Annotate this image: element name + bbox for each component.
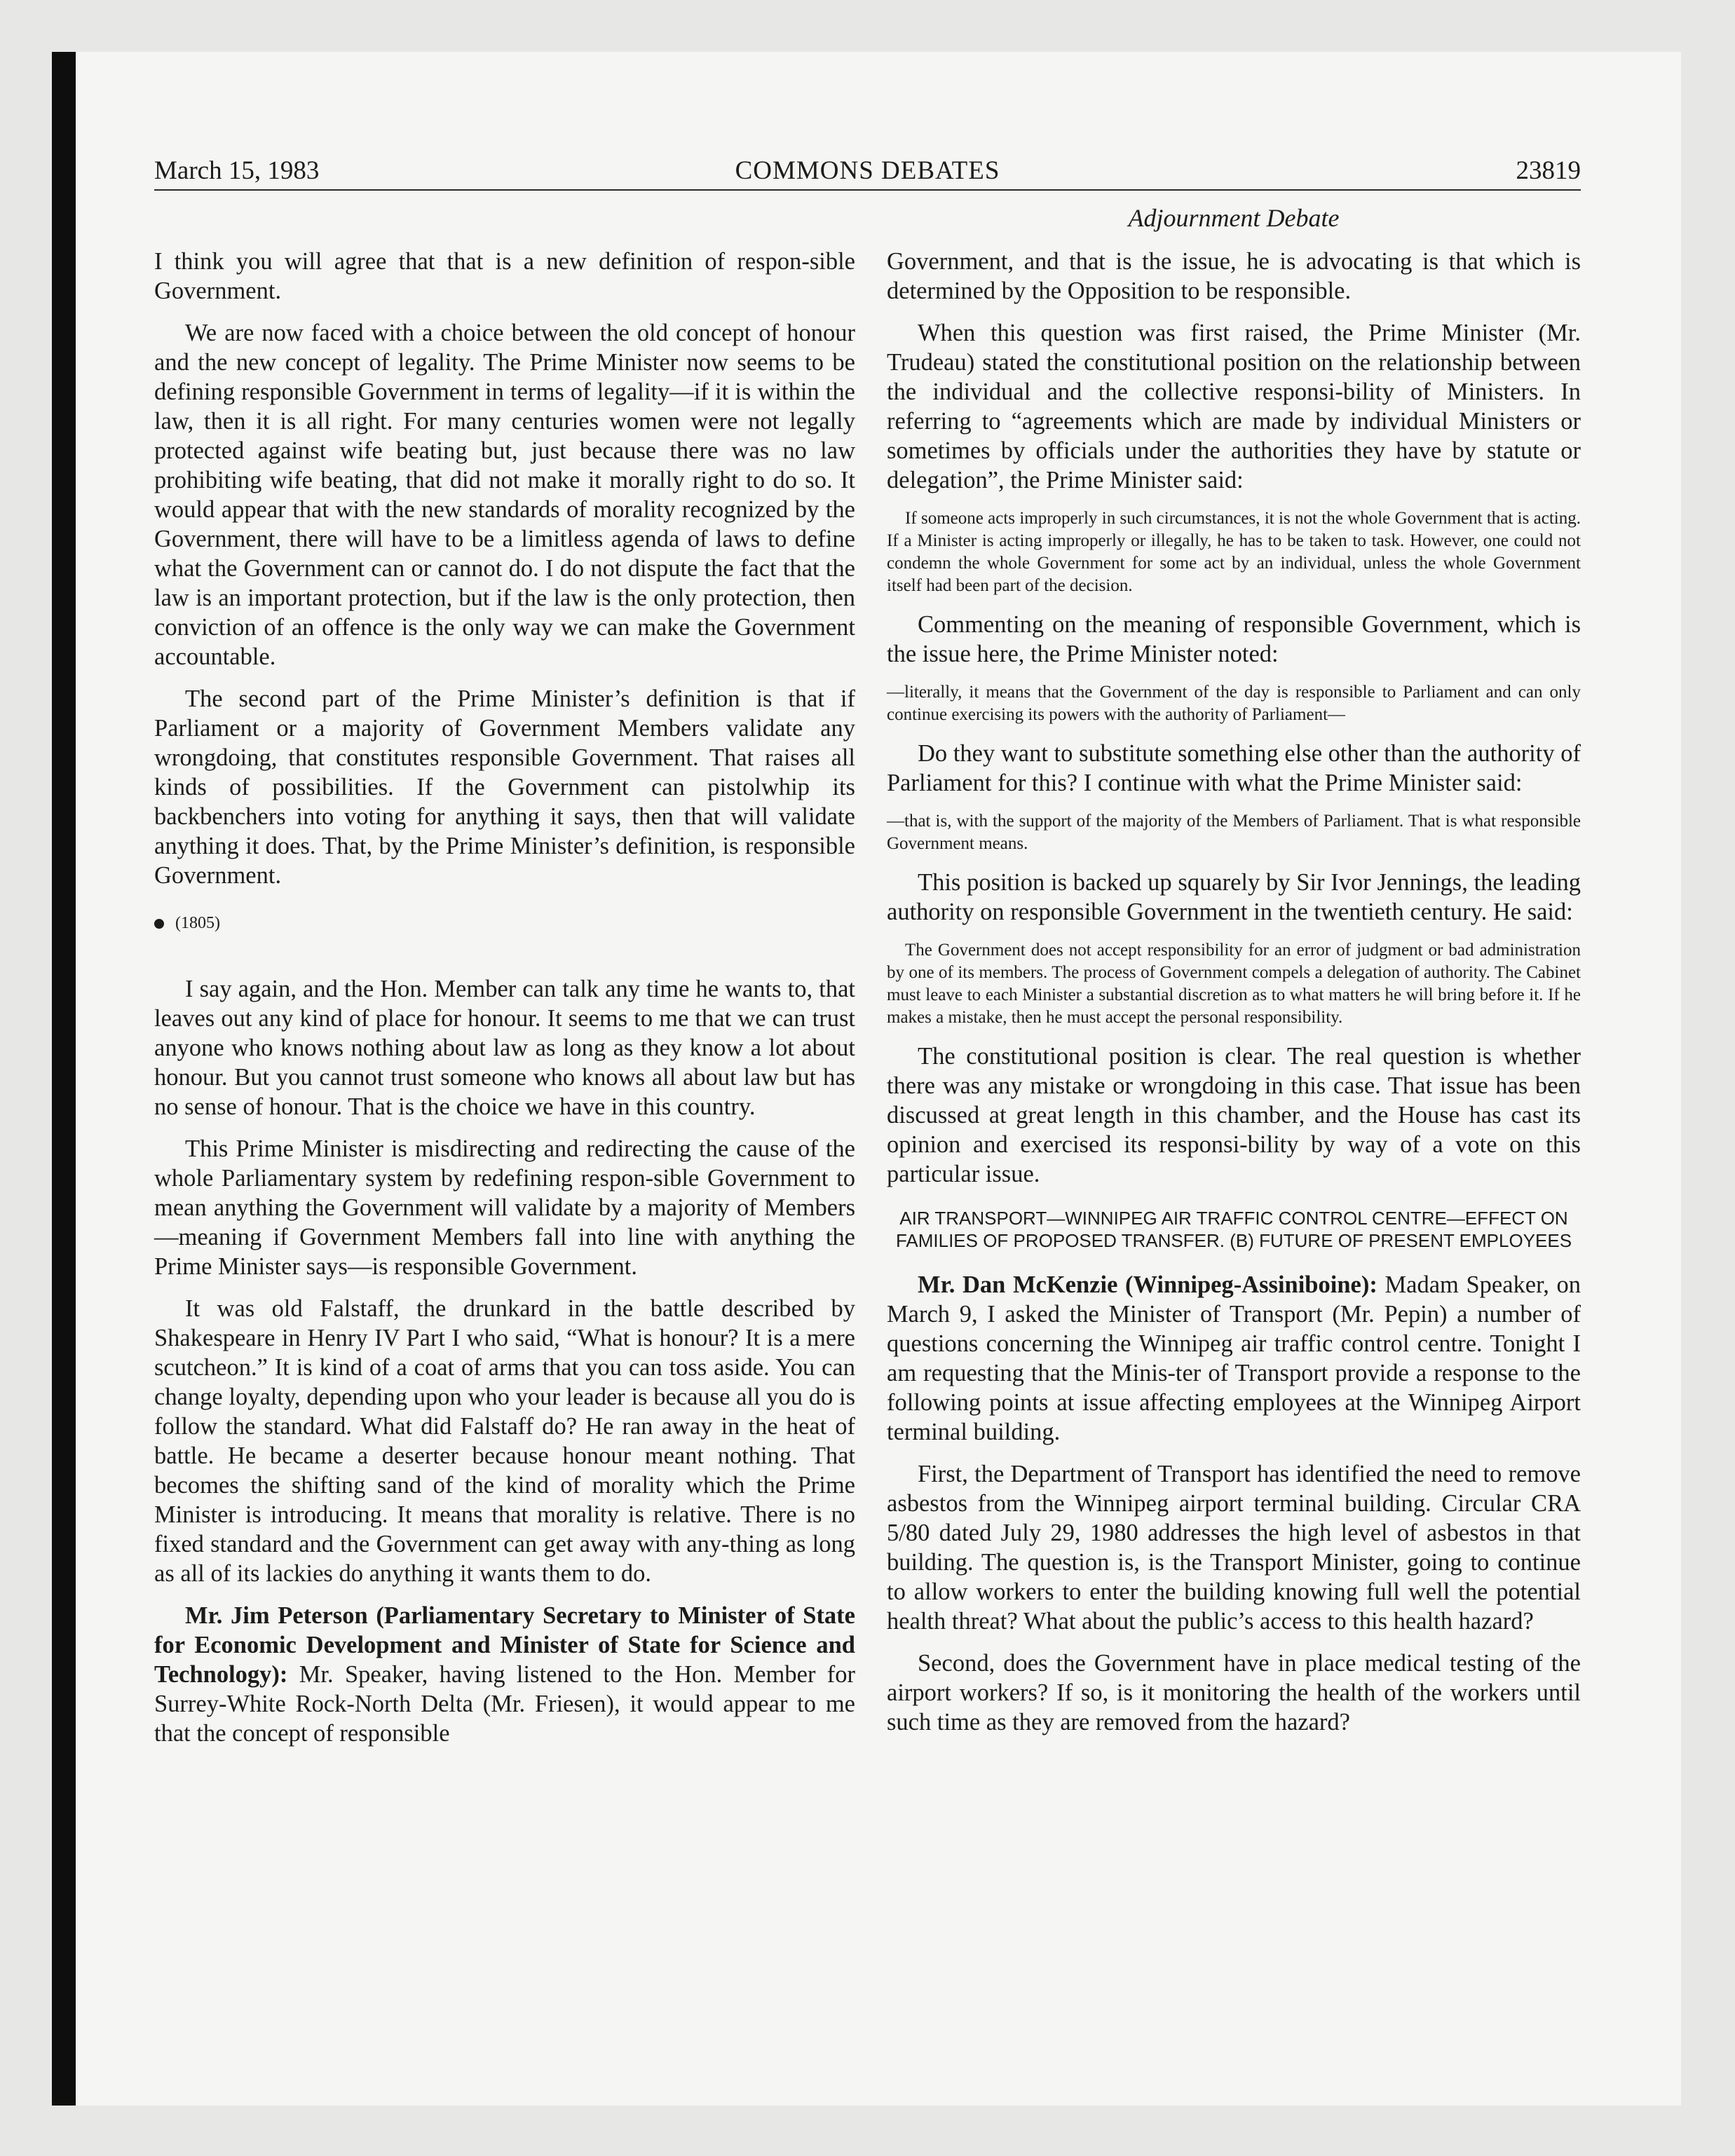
- bullet-dot-icon: [154, 919, 164, 929]
- block-quote: The Government does not accept responsibility for an error of judgment or bad administration by one of its members. The process of Government compels a delegation of authority. The Cabinet must leave to each Minister a substantial discretion as to what matters he will bring before it. If he makes a mistake, then he must accept the personal responsibility.: [887, 941, 1581, 1027]
- running-header: [154, 153, 1581, 191]
- paragraph: The constitutional position is clear. The real question is whether there was any mistake or wrongdoing in this case. That issue has been discussed at great length in this chamber, and the House has cast its opinion and exercised its responsi-bility by way of a vote on this particular issue.: [887, 1043, 1581, 1187]
- speaker-name: Mr. Dan McKenzie (Winnipeg-Assiniboine):: [918, 1271, 1377, 1298]
- page-number: 23819: [1516, 156, 1581, 185]
- paragraph: When this question was first raised, the Prime Minister (Mr. Trudeau) stated the constitutional position on the relationship between the individual and the collective responsi-bility of Ministers. In referring to “agreements which are made by individual Ministers or sometimes by officials under the authorities they have by statute or delegation”, the Prime Minister said:: [887, 320, 1581, 493]
- paragraph: Second, does the Government have in place medical testing of the airport workers? If so, is it monitoring the health of the workers until such time as they are removed from the hazard?: [887, 1650, 1581, 1735]
- paragraph: I say again, and the Hon. Member can talk any time he wants to, that leaves out any kind of place for honour. It seems to me that we can trust anyone who knows nothing about law as long as they know a lot about honour. But you cannot trust someone who knows all about law but has no sense of honour. That is the choice we have in this country.: [154, 976, 855, 1120]
- header-title: COMMONS DEBATES: [735, 156, 1000, 185]
- speaker-paragraph: [154, 1601, 855, 1748]
- paragraph: First, the Department of Transport has identified the need to remove asbestos from the Winnipeg airport terminal building. Circular CRA 5/80 dated July 29, 1980 addresses the high level of asbestos in that building. The question is, is the Transport Minister, going to continue to allow workers to enter the building knowing full well the potential health threat? What about the public’s access to this health hazard?: [887, 1461, 1581, 1635]
- speech-text: Madam Speaker, on March 9, I asked the Minister of Transport (Mr. Pepin) a number of questions concerning the Winnipeg air traffic control centre. Tonight I am requesting that the Minis-ter of Transport provide a response to the following points at issue affecting employees at the Winnipeg Airport terminal building.: [887, 1271, 1581, 1445]
- paragraph: It was old Falstaff, the drunkard in the battle described by Shakespeare in Henry IV Part I who said, “What is honour? It is a mere scutcheon.” It is kind of a coat of arms that you can toss aside. You can change loyalty, depending upon who your leader is because all you do is follow the standard. What did Falstaff do? He ran away in the heat of battle. He became a deserter because honour meant nothing. That becomes the shifting sand of the kind of morality which the Prime Minister is introducing. It means that morality is relative. There is no fixed standard and the Government can get away with any-thing as long as all of its lackies do anything it wants them to do.: [154, 1295, 855, 1587]
- paragraph: This position is backed up squarely by Sir Ivor Jennings, the leading authority on responsible Government in the twentieth century. He said:: [887, 869, 1581, 925]
- block-quote: If someone acts improperly in such circumstances, it is not the whole Government that is acting. If a Minister is acting improperly or illegally, he has to be taken to task. However, one could not condemn the whole Government for some act by an individual, unless the whole Government itself had been part of the decision.: [887, 509, 1581, 595]
- block-quote: —that is, with the support of the majority of the Members of Parliament. That is what responsible Government means.: [887, 812, 1581, 853]
- paragraph: This Prime Minister is misdirecting and redirecting the cause of the whole Parliamentary system by redefining respon-sible Government to mean anything the Government will validate by a majority of Members—meaning if Government Members fall into line with anything the Prime Minister says—is responsible Government.: [154, 1135, 855, 1280]
- paragraph: We are now faced with a choice between the old concept of honour and the new concept of legality. The Prime Minister now seems to be defining responsible Government in terms of legality—if it is within the law, then it is all right. For many centuries women were not legally protected against wife beating but, just because there was no law prohibiting wife beating, that did not make it morally right to do so. It would appear that with the new standards of morality recognized by the Government, there will have to be a limitless agenda of laws to define what the Government can or cannot do. I do not dispute the fact that the law is an important protection, but if the law is the only protection, then conviction of an offence is the only way we can make the Government accountable.: [154, 320, 855, 670]
- paragraph: I think you will agree that that is a new definition of respon-sible Government.: [154, 248, 855, 304]
- topic-heading: AIR TRANSPORT—WINNIPEG AIR TRAFFIC CONTROL CENTRE—EFFECT ON FAMILIES OF PROPOSED TRANSFER. (B) FUTURE OF PRESENT EMPLOYEES: [895, 1208, 1572, 1251]
- left-column: [154, 247, 855, 1761]
- time-marker: [154, 908, 855, 938]
- speaker-paragraph: [887, 1270, 1581, 1447]
- paragraph: Do they want to substitute something else other than the authority of Parliament for this? I continue with what the Prime Minister said:: [887, 740, 1581, 796]
- speaker-name: Mr. Jim Peterson (Parliamentary Secretary to Minister of State for Economic Development and Minister of State for Science and Technology):: [154, 1602, 855, 1688]
- paragraph: The second part of the Prime Minister’s definition is that if Parliament or a majority of Government Members validate any wrongdoing, that constitutes responsible Government. That raises all kinds of possibilities. If the Government can pistolwhip its backbenchers into voting for anything it says, then that will validate anything it does. That, by the Prime Minister’s definition, is responsible Government.: [154, 685, 855, 889]
- paragraph: Commenting on the meaning of responsible Government, which is the issue here, the Prime Minister noted:: [887, 611, 1581, 667]
- header-date: March 15, 1983: [154, 156, 320, 185]
- scan-binding-edge: [52, 52, 76, 2106]
- speech-text: Mr. Speaker, having listened to the Hon. Member for Surrey-White Rock-North Delta (Mr. Friesen), it would appear to me that the concept of responsible: [154, 1661, 855, 1747]
- paragraph: Government, and that is the issue, he is advocating is that which is determined by the Opposition to be responsible.: [887, 248, 1581, 304]
- section-heading: Adjournment Debate: [1128, 204, 1340, 232]
- time-marker-label: (1805): [175, 914, 220, 932]
- right-column: [887, 247, 1581, 1749]
- block-quote: —literally, it means that the Government of the day is responsible to Parliament and can only continue exercising its powers with the authority of Parliament—: [887, 683, 1581, 724]
